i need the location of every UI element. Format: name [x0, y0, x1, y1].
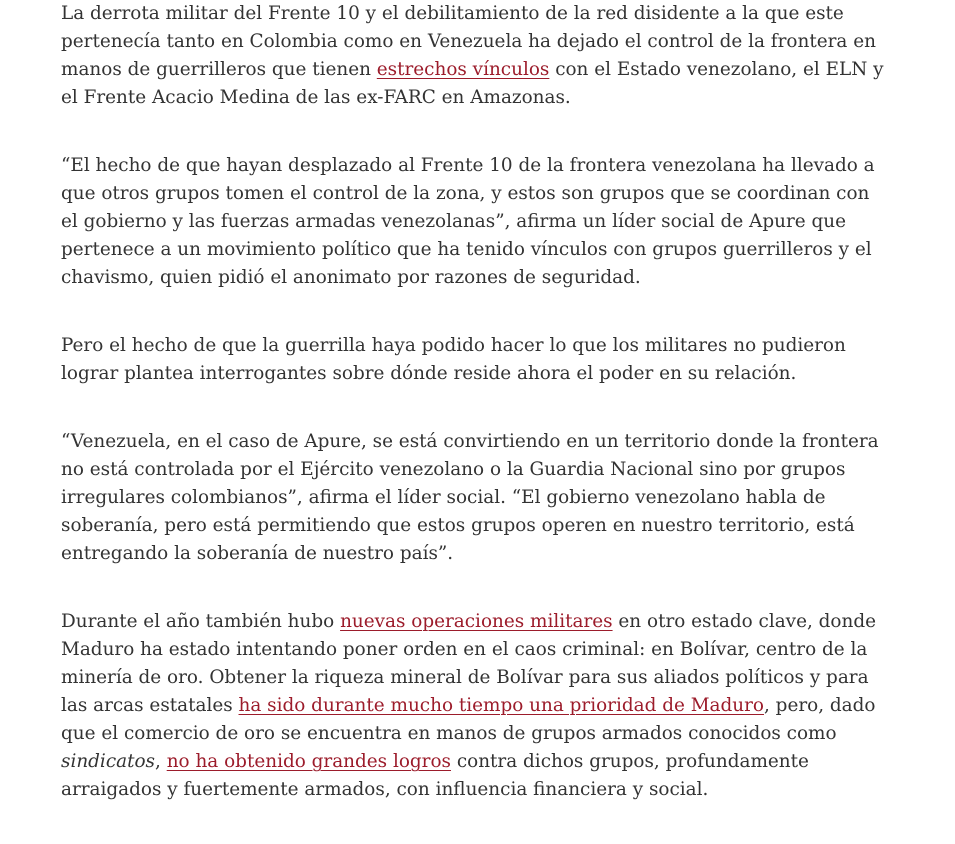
paragraph-1-text-b: con el Estado venezolano, el ELN y el Frente Acacio Medina de las ex-FARC en Amazonas.	[61, 59, 884, 108]
paragraph-2: “El hecho de que hayan desplazado al Frente 10 de la frontera venezolana ha llevado a que otros grupos tomen el control de la zona, y estos son grupos que se coordinan con el gobierno y las fuerzas armadas venezolanas”, afirma un líder social de Apure que pertenece a un movimiento político que ha tenido vínculos con grupos guerrilleros y el chavismo, quien pidió el anonimato por razones de seguridad.	[61, 155, 875, 288]
paragraph-4: “Venezuela, en el caso de Apure, se está convirtiendo en un territorio donde la frontera no está controlada por el Ejército venezolano o la Guardia Nacional sino por grupos irregulares colombianos”, afirma el líder social. “El gobierno venezolano habla de soberanía, pero está permitiendo que estos grupos operen en nuestro territorio, está entregando la soberanía de nuestro país”.	[61, 431, 879, 564]
paragraph-5-text-b: en otro estado clave, donde Maduro ha estado intentando poner orden en el caos criminal: en Bolívar, centro de la minería de oro. Obtener la riqueza mineral de Bolívar para sus aliados políticos y para las arcas estatales	[61, 611, 876, 716]
paragraph-5-text-a: Durante el año también hubo	[61, 611, 341, 632]
paragraph-3: Pero el hecho de que la guerrilla haya podido hacer lo que los militares no pudieron lograr plantea interrogantes sobre dónde reside ahora el poder en su relación.	[61, 335, 846, 384]
link-grandes-logros[interactable]: no ha obtenido grandes logros	[166, 751, 451, 772]
paragraph-5-text-e: contra dichos grupos, profundamente arraigados y fuertemente armados, con influencia financiera y social.	[61, 751, 809, 800]
paragraph-1	[61, 0, 891, 112]
link-estrechos-vinculos[interactable]: estrechos vínculos	[376, 59, 550, 80]
term-sindicatos: sindicatos	[61, 751, 155, 772]
article-body	[61, 0, 891, 844]
paragraph-5	[61, 608, 891, 804]
link-prioridad-de-maduro[interactable]: ha sido durante mucho tiempo una prioridad de Maduro	[238, 695, 764, 716]
paragraph-1-text-a: La derrota militar del Frente 10 y el debilitamiento de la red disidente a la que este pertenecía tanto en Colombia como en Venezuela ha dejado el control de la frontera en manos de guerrilleros que tienen	[61, 3, 876, 80]
paragraph-5-text-c: , pero, dado que el comercio de oro se encuentra en manos de grupos armados conocidos como	[61, 695, 876, 744]
link-nuevas-operaciones-militares[interactable]: nuevas operaciones militares	[340, 611, 613, 632]
paragraph-5-text-d: ,	[154, 751, 167, 772]
